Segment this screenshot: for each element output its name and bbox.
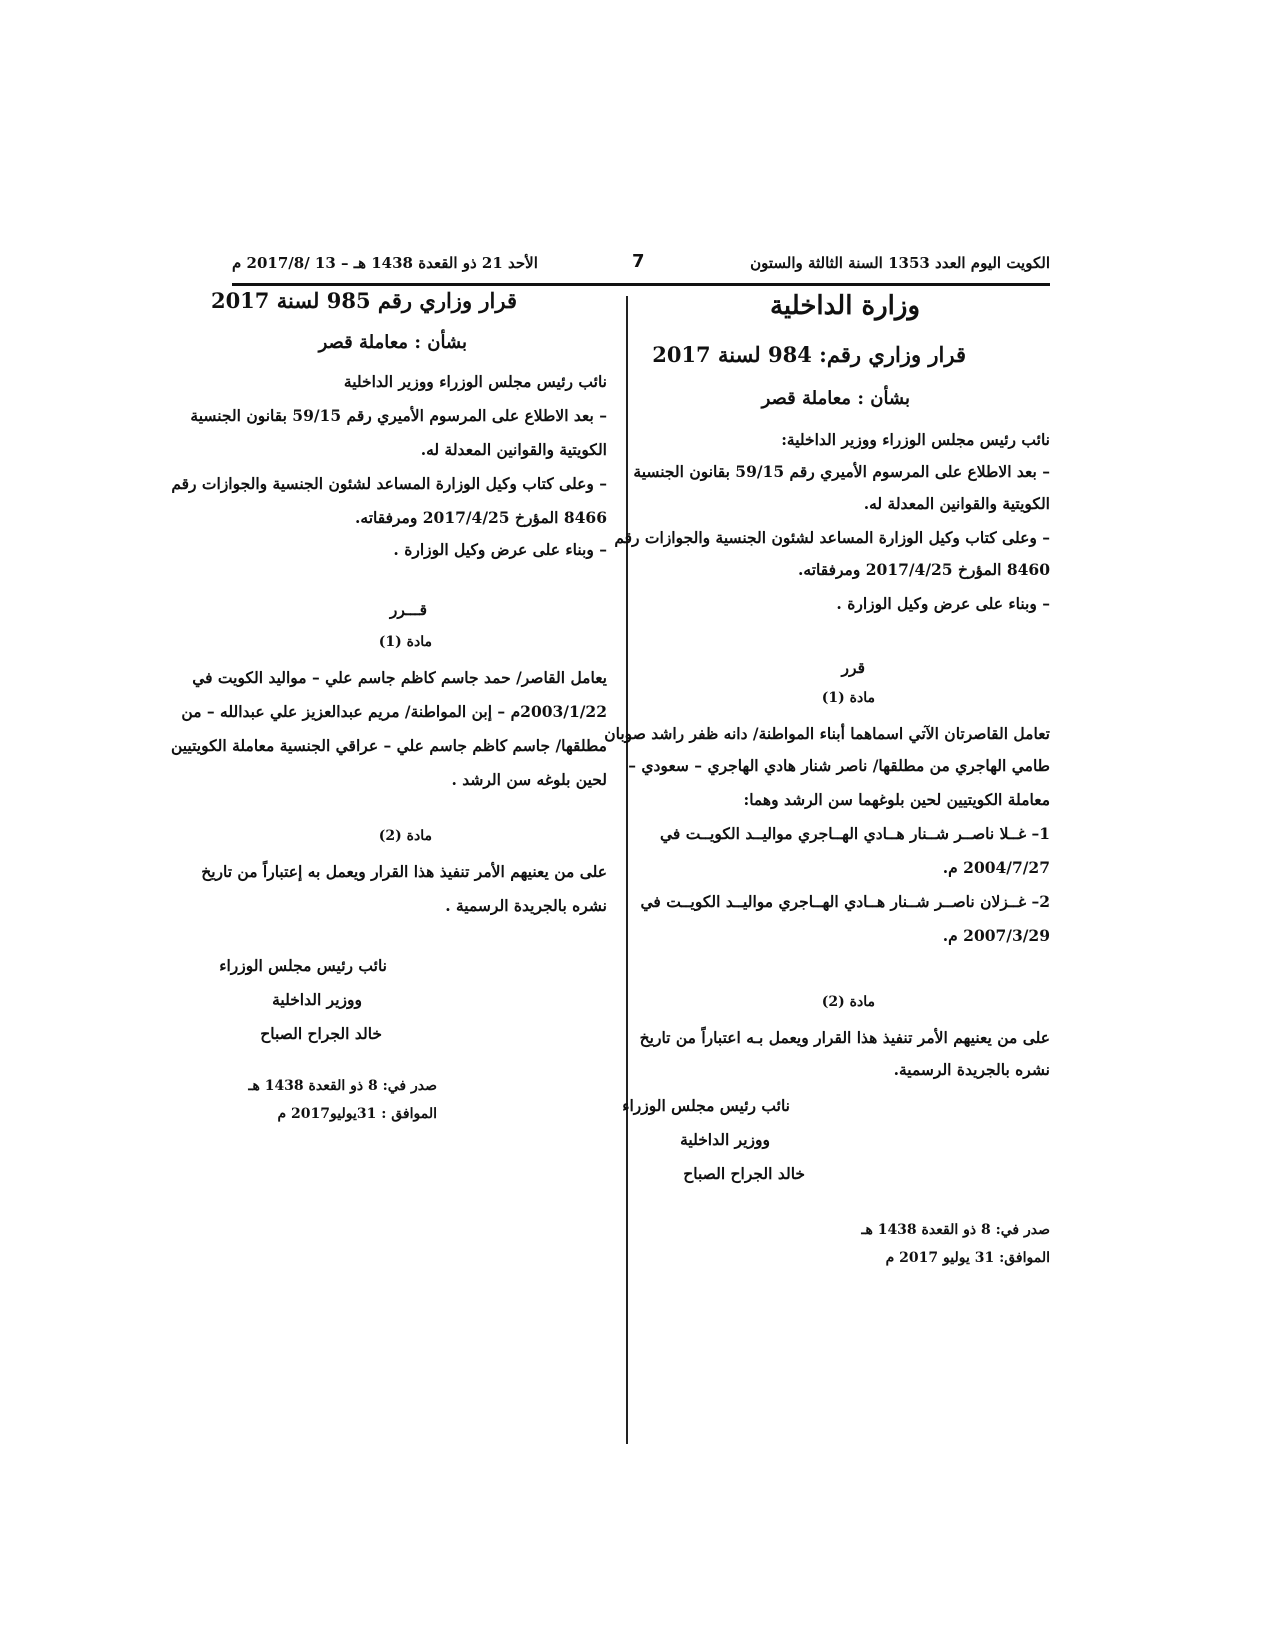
article-2-line: نشره بالجريدة الرسمية . — [445, 896, 607, 915]
article-1-line: معاملة الكويتيين لحين بلوغهما سن الرشد وهما: — [743, 790, 1050, 809]
issued-date: صدر في: 8 ذو القعدة 1438 هـ — [248, 1078, 437, 1094]
column-divider — [626, 296, 628, 1444]
article-1-line: لحين بلوغه سن الرشد . — [451, 770, 607, 789]
decided-heading: قـــرر — [389, 600, 427, 619]
preamble-line: الكويتية والقوانين المعدلة له. — [420, 440, 607, 459]
article-1-line: طامي الهاجري من مطلقها/ ناصر شنار هادي الهاجري – سعودي – — [628, 756, 1050, 775]
article-2-line: على من يعنيهم الأمر تنفيذ هذا القرار ويعمل بـه اعتباراً من تاريخ — [639, 1028, 1050, 1047]
corresponding-date: الموافق : 31يوليو2017 م — [277, 1106, 437, 1122]
signer-title: ووزير الداخلية — [680, 1130, 770, 1149]
article-1-title: مادة (1) — [378, 634, 432, 650]
page-header — [232, 251, 1050, 280]
article-2-line: نشره بالجريدة الرسمية. — [893, 1060, 1050, 1079]
list-item: 1– غــلا ناصــر شــنار هــادي الهــاجري مواليــد الكويــت في — [660, 824, 1050, 843]
article-2-title: مادة (2) — [821, 994, 875, 1010]
article-1-title: مادة (1) — [821, 690, 875, 706]
preamble-line: 8460 المؤرخ 2017/4/25 ومرفقاته. — [798, 560, 1050, 579]
signer-name: خالد الجراح الصباح — [683, 1164, 805, 1183]
decree-title: قرار وزاري رقم 985 لسنة 2017 — [210, 288, 517, 313]
list-item: 2004/7/27 م. — [942, 858, 1050, 877]
header-date: الأحد 21 ذو القعدة 1438 هـ – 13 /2017/8 م — [232, 254, 538, 272]
decree-title: قرار وزاري رقم: 984 لسنة 2017 — [652, 342, 966, 367]
preamble-line: – وبناء على عرض وكيل الوزارة . — [836, 594, 1050, 613]
preamble-intro: نائب رئيس مجلس الوزراء ووزير الداخلية: — [781, 430, 1050, 449]
preamble-intro: نائب رئيس مجلس الوزراء ووزير الداخلية — [343, 372, 607, 391]
decree-subject: بشأن : معاملة قصر — [318, 332, 467, 353]
ministry-heading: وزارة الداخلية — [769, 291, 920, 321]
issued-date: صدر في: 8 ذو القعدة 1438 هـ — [861, 1222, 1050, 1238]
list-item: 2007/3/29 م. — [942, 926, 1050, 945]
signer-title: نائب رئيس مجلس الوزراء — [219, 956, 387, 975]
header-rule — [232, 283, 1050, 286]
article-2-title: مادة (2) — [378, 828, 432, 844]
preamble-line: – بعد الاطلاع على المرسوم الأميري رقم 59/15 بقانون الجنسية — [633, 462, 1050, 481]
list-item: 2– غــزلان ناصــر شــنار هــادي الهــاجري مواليــد الكويــت في — [640, 892, 1050, 911]
preamble-line: الكويتية والقوانين المعدلة له. — [863, 494, 1050, 513]
signer-title: ووزير الداخلية — [272, 990, 362, 1009]
header-issue-info: الكويت اليوم العدد 1353 السنة الثالثة والستون — [750, 254, 1050, 272]
page-number: 7 — [632, 251, 645, 272]
preamble-line: – وبناء على عرض وكيل الوزارة . — [393, 540, 607, 559]
article-1-line: تعامل القاصرتان الآتي اسماهما أبناء المواطنة/ دانه ظفر راشد صوبان — [604, 724, 1050, 743]
preamble-line: – وعلى كتاب وكيل الوزارة المساعد لشئون الجنسية والجوازات رقم — [614, 528, 1050, 547]
signer-title: نائب رئيس مجلس الوزراء — [622, 1096, 790, 1115]
article-1-line: 2003/1/22م – إبن المواطنة/ مريم عبدالعزيز علي عبدالله – من — [181, 702, 607, 721]
article-1-line: يعامل القاصر/ حمد جاسم كاظم جاسم علي – مواليد الكويت في — [192, 668, 607, 687]
corresponding-date: الموافق: 31 يوليو 2017 م — [885, 1250, 1050, 1266]
decree-subject: بشأن : معاملة قصر — [761, 388, 910, 409]
preamble-line: 8466 المؤرخ 2017/4/25 ومرفقاته. — [355, 508, 607, 527]
preamble-line: – وعلى كتاب وكيل الوزارة المساعد لشئون الجنسية والجوازات رقم — [171, 474, 607, 493]
signer-name: خالد الجراح الصباح — [260, 1024, 382, 1043]
preamble-line: – بعد الاطلاع على المرسوم الأميري رقم 59/15 بقانون الجنسية — [190, 406, 607, 425]
article-1-line: مطلقها/ جاسم كاظم جاسم علي – عراقي الجنسية معاملة الكويتيين — [170, 736, 607, 755]
decided-heading: قرر — [841, 658, 865, 677]
article-2-line: على من يعنيهم الأمر تنفيذ هذا القرار ويعمل به إعتباراً من تاريخ — [201, 862, 607, 881]
